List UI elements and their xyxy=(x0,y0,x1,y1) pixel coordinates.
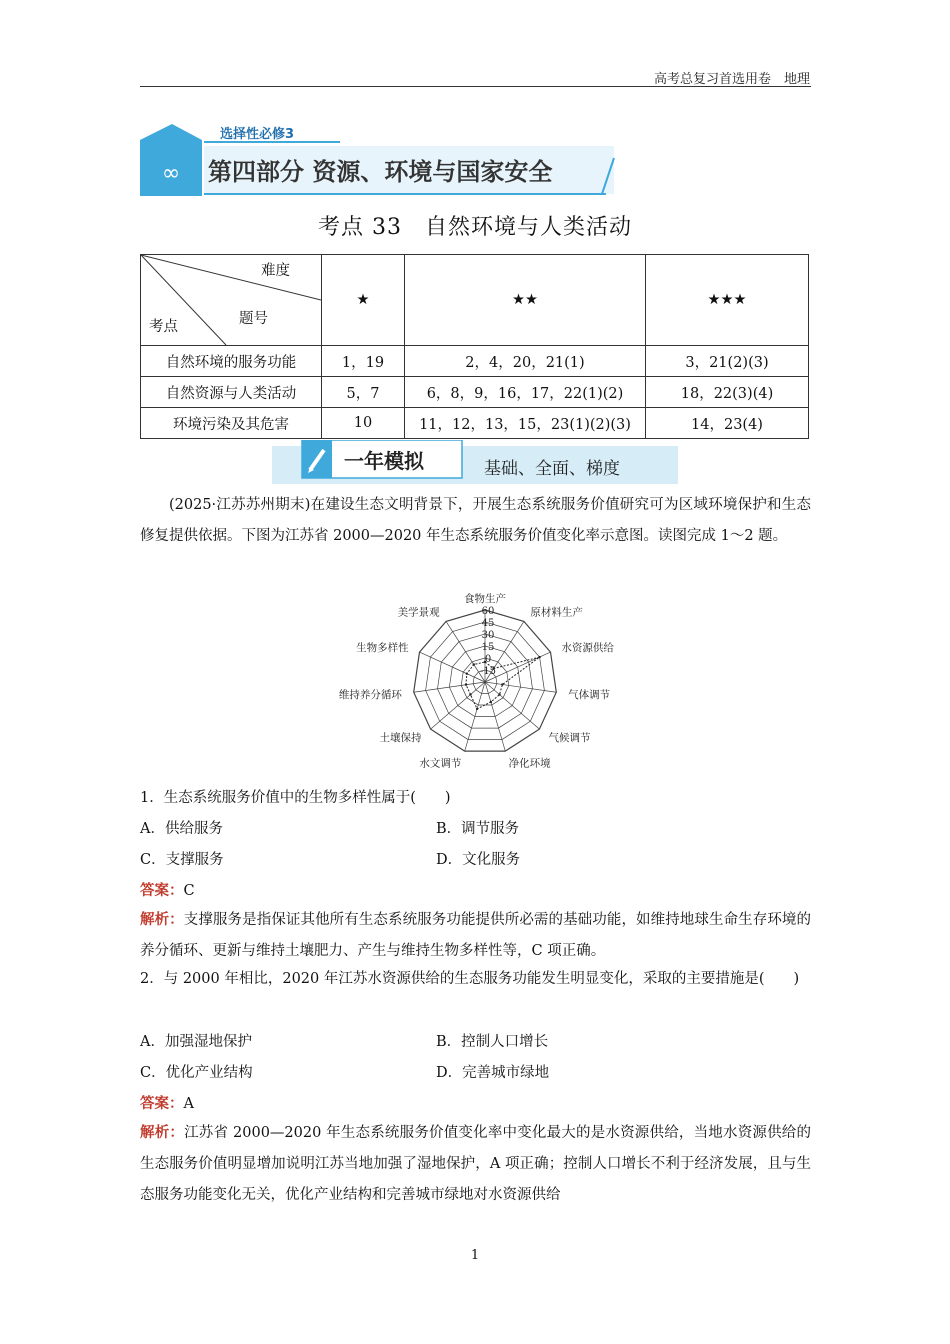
tick-label: 60 xyxy=(481,606,495,617)
row-topic: 环境污染及其危害 xyxy=(141,408,322,439)
analysis-label: 解析： xyxy=(140,1124,185,1141)
axis-label: 美学景观 xyxy=(397,606,440,619)
tick-label: 45 xyxy=(481,618,495,629)
table-row xyxy=(141,346,809,377)
q2-answer xyxy=(140,1092,194,1113)
axis-label: 气候调节 xyxy=(548,732,591,745)
q1-analysis xyxy=(140,904,811,967)
q2-analysis xyxy=(140,1117,811,1211)
header-rule xyxy=(140,86,811,87)
q2-option-b: B．控制人口增长 xyxy=(436,1034,549,1050)
data-point xyxy=(490,701,492,703)
analysis-text: 江苏省 2000—2020 年生态系统服务价值变化率中变化最大的是水资源供给，当地水资源供给的生态服务价值明显增加说明江苏当地加强了湿地保护，A 项正确；控制人口增长不利于经济发展，且与生态服务功能变化无关，优化产业结构和完善城市绿地对水资源供给 xyxy=(140,1125,811,1203)
tick-label: -15 xyxy=(479,666,497,677)
difficulty-table xyxy=(140,254,809,439)
axis-label: 土壤保持 xyxy=(379,732,422,745)
table-row xyxy=(141,377,809,408)
q2-option-a: A．加强湿地保护 xyxy=(140,1034,252,1050)
q2-option-c: C．优化产业结构 xyxy=(140,1065,253,1081)
row-cell: 10 xyxy=(322,408,405,439)
data-point xyxy=(473,663,475,665)
q1-option-a: A．供给服务 xyxy=(140,821,223,837)
axis-spoke xyxy=(431,682,485,729)
q1-answer xyxy=(140,879,195,900)
infinity-icon: ∞ xyxy=(161,161,181,186)
row-topic: 自然环境的服务功能 xyxy=(141,346,322,377)
corner-difficulty-label: 难度 xyxy=(261,263,290,279)
answer-value: A xyxy=(183,1096,194,1112)
data-point xyxy=(538,656,540,658)
axis-spoke xyxy=(485,682,539,729)
banner-subtitle: 选择性必修3 xyxy=(220,127,295,142)
axis-label: 维持养分循环 xyxy=(338,688,402,701)
data-point xyxy=(466,672,468,674)
topic-title: 考点 33 自然环境与人类活动 xyxy=(318,215,632,240)
banner-title: 第四部分 资源、环境与国家安全 xyxy=(208,158,553,186)
intro-paragraph: (2025·江苏苏州期末)在建设生态文明背景下，开展生态系统服务价值研究可为区域环境保护和生态修复提供依据。下图为江苏省 2000—2020 年生态系统服务价值变化率示意图。读图完成 1～2 题。 xyxy=(140,497,811,544)
q2-option-d: D．完善城市绿地 xyxy=(436,1065,550,1081)
header-book-title: 高考总复习首选用卷 地理 xyxy=(653,72,810,87)
row-cell: 18，22(3)(4) xyxy=(646,377,809,408)
analysis-label: 解析： xyxy=(140,911,184,928)
answer-label: 答案： xyxy=(140,1095,184,1112)
data-point xyxy=(465,684,467,686)
corner-topic-label: 考点 xyxy=(149,319,178,335)
analysis-text: 支撑服务是指保证其他所有生态系统服务功能提供所必需的基础功能，如维持地球生命生存环境的养分循环、更新与维持土壤肥力、产生与维持生物多样性等，C 项正确。 xyxy=(140,912,812,959)
page-number: 1 xyxy=(470,1248,480,1263)
data-point xyxy=(469,693,471,695)
section-banner xyxy=(140,124,620,200)
level-1-header: ★ xyxy=(322,255,405,346)
tick-label: 0 xyxy=(484,654,492,665)
axis-label: 水文调节 xyxy=(419,757,462,770)
ribbon-title: 一年模拟 xyxy=(344,449,424,473)
axis-label: 食物生产 xyxy=(464,593,506,605)
row-cell: 5，7 xyxy=(322,377,405,408)
axis-label: 生物多样性 xyxy=(356,642,409,655)
data-point xyxy=(501,683,503,685)
q1-option-c: C．支撑服务 xyxy=(140,852,224,868)
q1-option-b: B．调节服务 xyxy=(436,821,520,837)
axis-label: 水资源供给 xyxy=(561,642,614,655)
row-cell: 6，8，9，16，17，22(1)(2) xyxy=(405,377,646,408)
answer-value: C xyxy=(183,883,195,899)
level-2-header: ★★ xyxy=(405,255,646,346)
tick-label: 30 xyxy=(481,630,495,641)
row-cell: 3，21(2)(3) xyxy=(646,346,809,377)
q1-option-d: D．文化服务 xyxy=(436,852,521,868)
level-3-header: ★★★ xyxy=(646,255,809,346)
data-point xyxy=(498,693,500,695)
ribbon-subtitle: 基础、全面、梯度 xyxy=(484,459,620,479)
axis-label: 原材料生产 xyxy=(530,606,583,619)
axis-label: 气体调节 xyxy=(568,688,611,701)
corner-question-label: 题号 xyxy=(239,311,268,327)
row-cell: 14，23(4) xyxy=(646,408,809,439)
table-row xyxy=(141,408,809,439)
row-cell: 2，4，20，21(1) xyxy=(405,346,646,377)
row-topic: 自然资源与人类活动 xyxy=(141,377,322,408)
tick-label: 15 xyxy=(481,642,495,653)
table-corner-cell xyxy=(141,255,322,346)
radar-chart xyxy=(330,590,620,770)
data-point xyxy=(476,708,478,710)
q1-stem: 1．生态系统服务价值中的生物多样性属于( ) xyxy=(140,790,451,806)
row-cell: 1，19 xyxy=(322,346,405,377)
axis-label: 净化环境 xyxy=(508,757,551,770)
row-cell: 11，12，13，15，23(1)(2)(3) xyxy=(405,408,646,439)
answer-label: 答案： xyxy=(140,882,184,899)
q2-stem: 2．与 2000 年相比，2020 年江苏水资源供给的生态服务功能发生明显变化，采取的主要措施是( ) xyxy=(140,971,800,987)
section-ribbon xyxy=(272,440,678,484)
